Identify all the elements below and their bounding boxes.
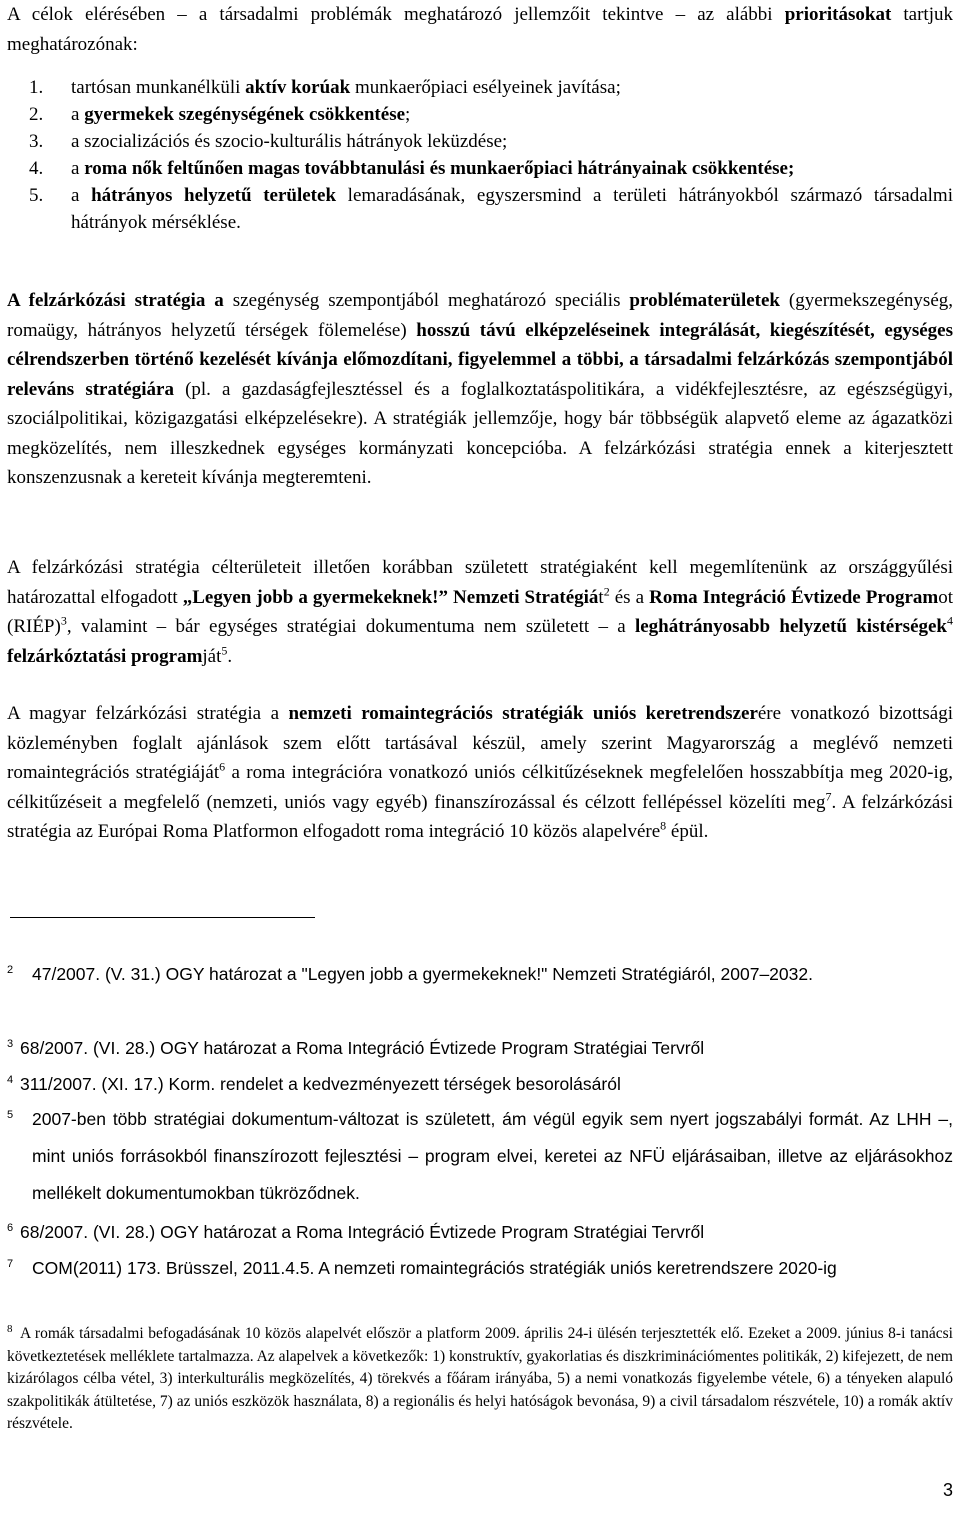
footnote-2: 2 47/2007. (V. 31.) OGY határozat a "Legyen jobb a gyermekeknek!" Nemzeti Stratégiáról, 2007–2032. [7,964,813,984]
footnote-6: 6 68/2007. (VI. 28.) OGY határozat a Roma Integráció Évtizede Program Stratégiai Tervről [7,1222,705,1242]
page-number: 3 [942,1480,953,1500]
paragraph-earlier-strategies: A felzárkózási stratégia célterületeit illetően korábban született stratégiaként kell megemlítenünk az országgyűlési határozattal elfogadott „Legyen jobb a gyermekeknek!” Nemzeti Stratégiát$^2$ és a Roma Integráció Évtizede Programot (RIÉP)$^3$, valamint – bár egységes stratégiai dokumentuma nem született – a leghátrányosabb helyzetű kistérségek$^4$ felzárkóztatási programját$^5$. [7,557,954,667]
paragraph-strategy-integration: A felzárkózási stratégia a szegénység szempontjából meghatározó speciális problématerületek (gyermekszegénység, romaügy, hátrányos helyzetű térségek fölemelése) hosszú távú elképzeléseinek integrálását, kiegészítését, egységes célrendszerben történő kezelését kívánja előmozdítani, figyelemmel a többi, a társadalmi felzárkózás szempontjából releváns stratégiára (pl. a gazdaságfejlesztéssel és a foglalkoztatáspolitikára, a vidékfejlesztésre, az egészségügyi, szociálpolitikai, közigazgatási elképzelésekre). A stratégiák jellemzője, hogy bár többségük alapvető eleme az ágazatközi megközelítés, nem illeszkednek egységes kormányzati koncepcióba. A felzárkózási stratégia ennek a kiterjesztett konszenzusnak a kereteit kívánja megteremteni. [7,290,954,488]
priority-list [7,74,953,236]
footnote-separator [10,917,315,918]
list-item: 2. a gyermekek szegénységének csökkentése; [29,104,411,125]
list-item: 4. a roma nők feltűnően magas továbbtanulási és munkaerőpiaci hátrányainak csökkentése; [29,158,795,179]
list-item: 1. tartósan munkanélküli aktív korúak munkaerőpiaci esélyeinek javítása; [29,77,621,98]
paragraph-eu-framework: A magyar felzárkózási stratégia a nemzeti romaintegrációs stratégiák uniós keretrendszerére vonatkozó bizottsági közleményben foglalt ajánlások szem előtt tartásával készül, amely szerint Magyarország a meglévő nemzeti romaintegrációs stratégiáját$^6$ a roma integrációra vonatkozó uniós célkitűzéseknek megfelelően hosszabbítja meg 2020-ig, célkitűzéseit a megfelelő (nemzeti, uniós vagy egyéb) finanszírozással és célzott fellépéssel közelíti meg$^7$. A felzárkózási stratégia az Európai Roma Platformon elfogadott roma integráció 10 közös alapelvére$^8$ épül. [7,703,953,842]
intro-paragraph: A célok elérésében – a társadalmi problémák meghatározó jellemzőit tekintve – az alábbi prioritásokat tartjuk meghatározónak: [7,4,953,55]
footnote-5: 5 2007-ben több stratégiai dokumentum-változat is született, ám végül egyik sem nyert jogszabályi formát. Az LHH –, mint uniós forrásokból finanszírozott fejlesztési – program elvei, keretei az NFÜ eljárásaiban, illetve az eljárásokhoz mellékelt dokumentumokban tükröződnek. [7,1109,953,1203]
list-item: 5. a hátrányos helyzetű területek lemaradásának, egyszersmind a területi hátrányokból származó társadalmi hátrányok mérséklése. [29,185,953,233]
footnote-8: 8 A romák társadalmi befogadásának 10 közös alapelvét először a platform 2009. április 24-i ülésén terjesztették elő. Ezeket a 2009. június 8-i tanácsi következtetések melléklete tartalmazza. Az alapelvek a következők: 1) konstruktív, gyakorlatias és diszkriminációmentes politikák, 2) kifejezett, de nem kizárólagos célba vétel, 3) interkulturális megközelítés, 4) törekvés a főáram irányába, 5) a nemi vonatkozás figyelembe vétele, 6) a tényeken alapuló szakpolitikák átültetése, 7) az uniós eszközök használata, 8) a regionális és helyi hatóságok bevonása, 9) a civil társadalom részvétele, 10) a romák aktív részvétele. [7,1322,953,1432]
footnote-7: 7 COM(2011) 173. Brüsszel, 2011.4.5. A nemzeti romaintegrációs stratégiák uniós keretrendszere 2020-ig [7,1258,837,1278]
list-item: 3. a szocializációs és szocio-kulturális hátrányok leküzdése; [29,131,508,152]
footnote-3: 3 68/2007. (VI. 28.) OGY határozat a Roma Integráció Évtizede Program Stratégiai Tervről [7,1038,705,1058]
footnote-4: 4 311/2007. (XI. 17.) Korm. rendelet a kedvezményezett térségek besorolásáról [7,1074,621,1094]
